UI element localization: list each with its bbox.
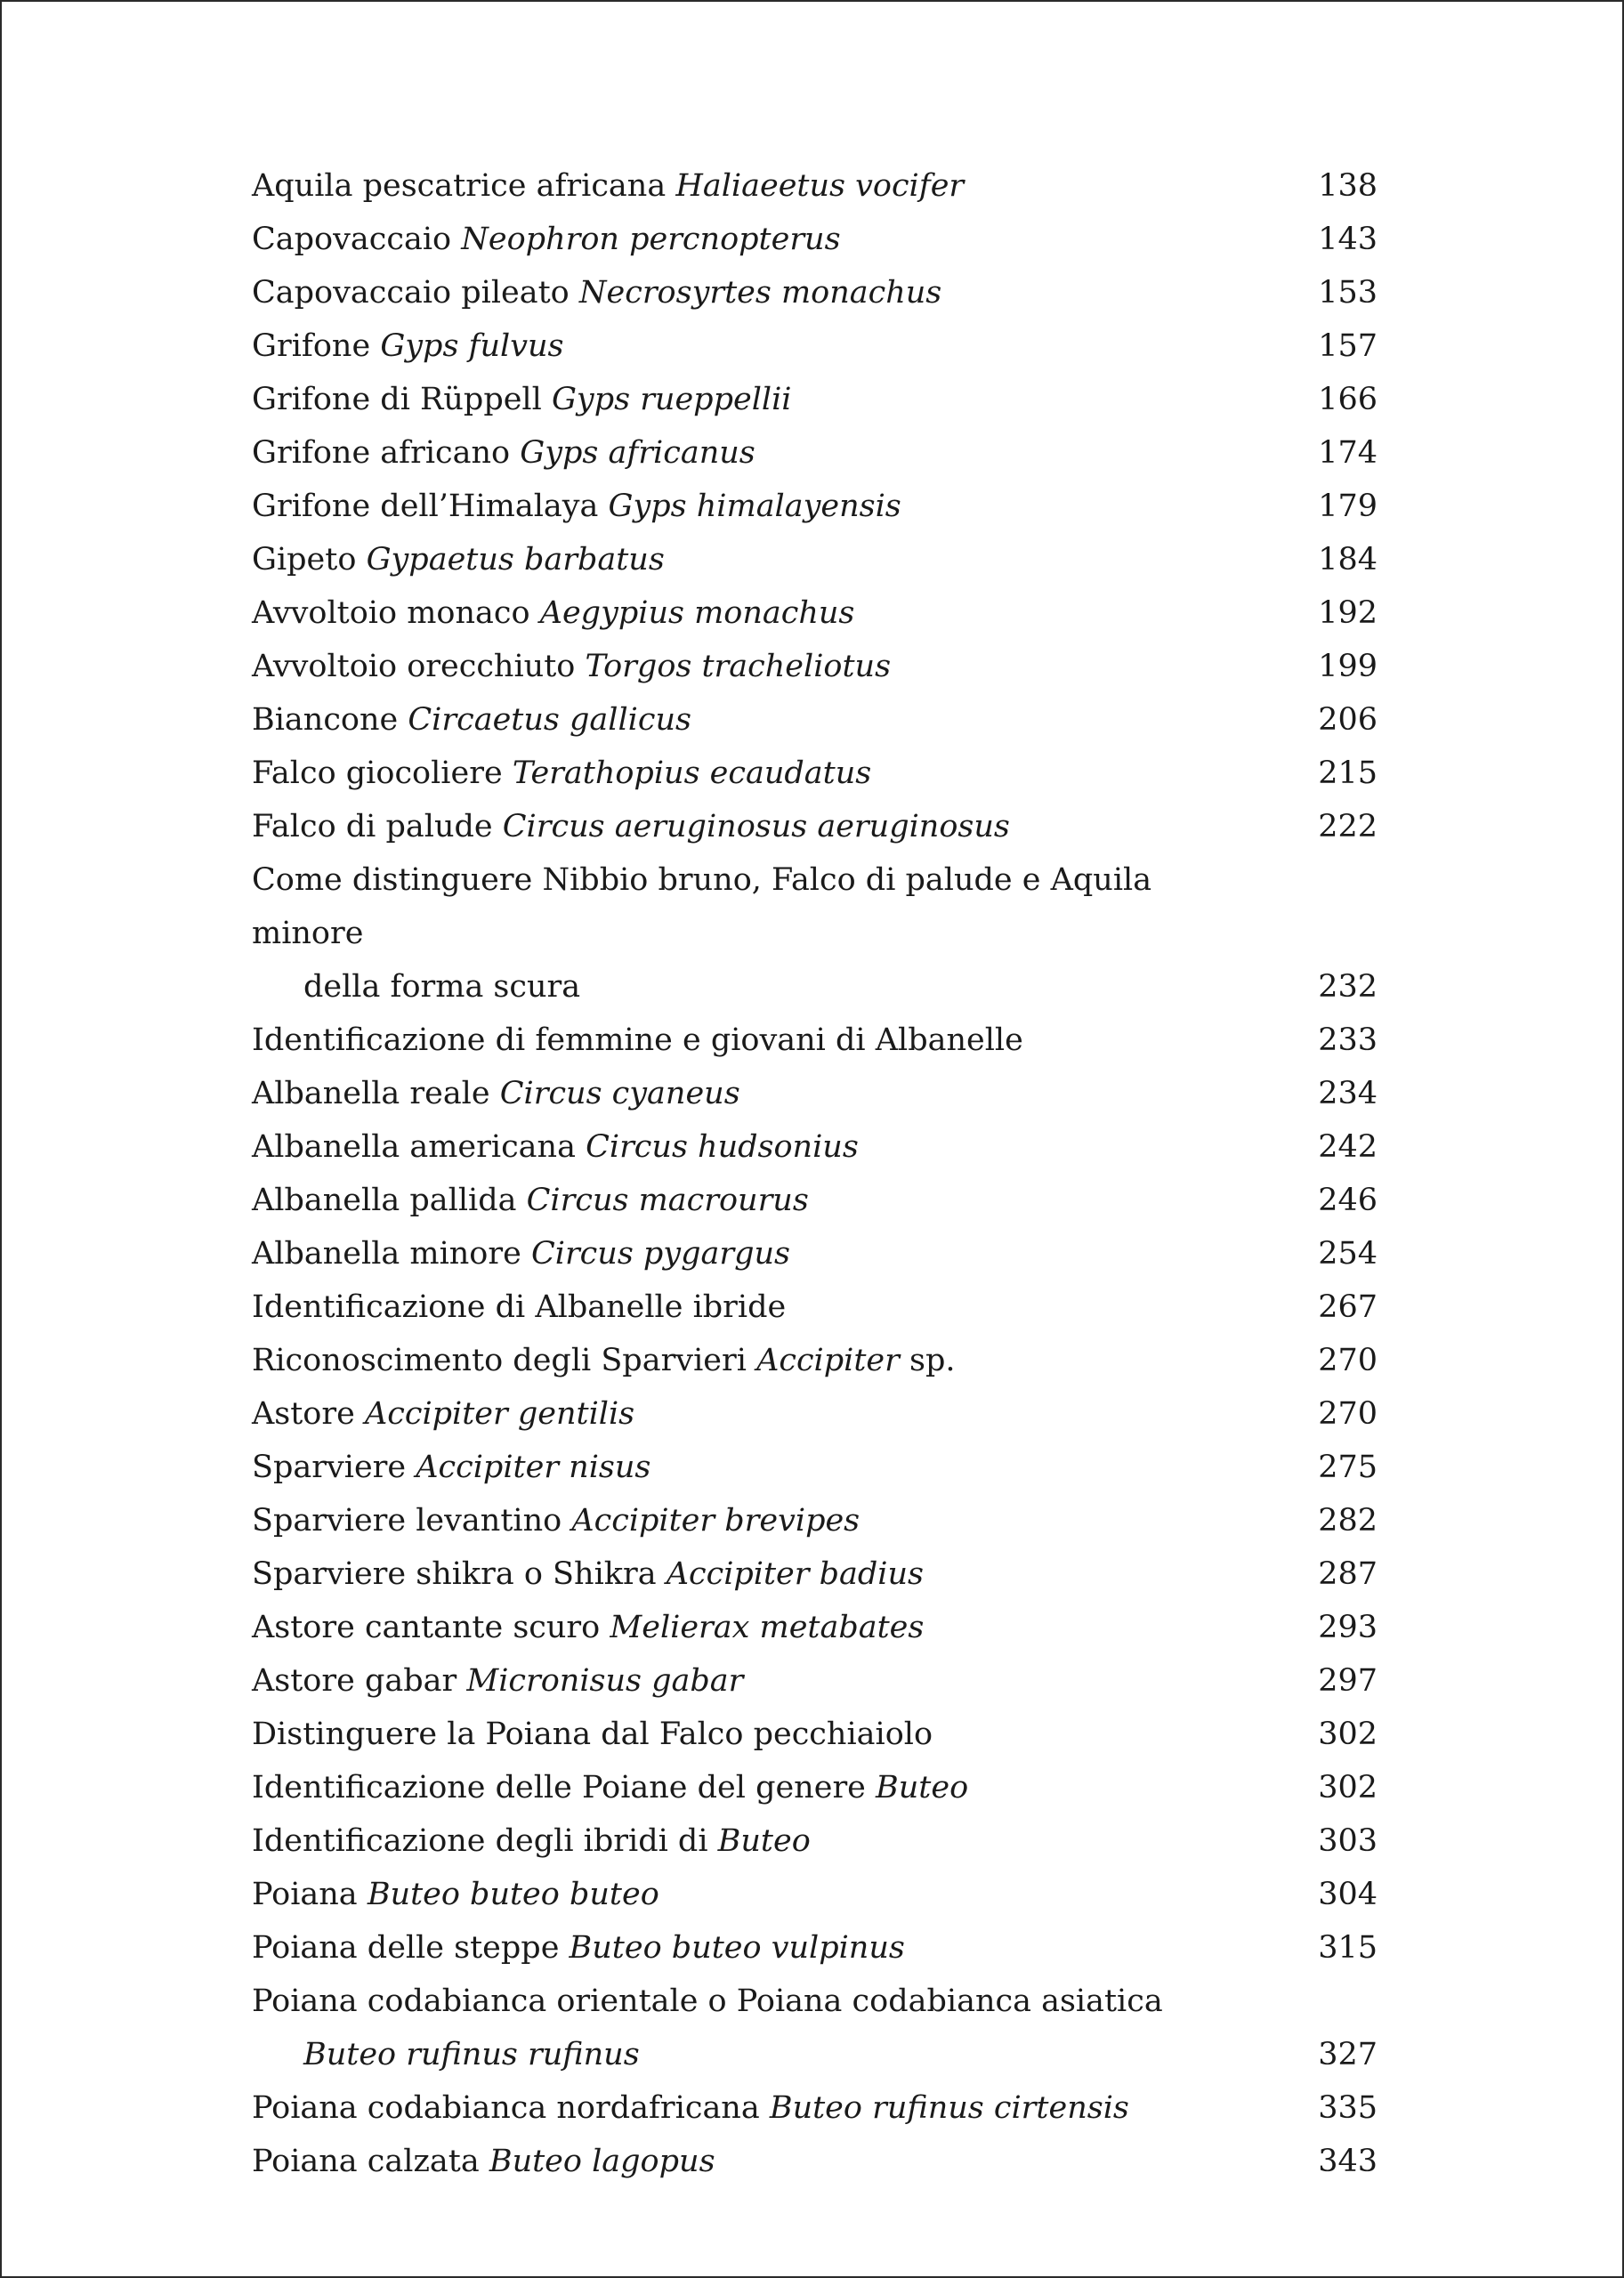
toc-entry-common-name: Distinguere la Poiana dal Falco pecchiaiolo [252, 1717, 933, 1752]
toc-entry-common-name: Grifone di Rüppell [252, 382, 542, 417]
toc-entry-scientific-name: Gyps fulvus [380, 328, 564, 364]
toc-entry-title [252, 640, 1244, 693]
toc-entry-scientific-name: Buteo [717, 1823, 811, 1859]
toc-entry-title [252, 1761, 1244, 1814]
toc-page-number: 275 [1318, 1450, 1378, 1485]
toc-entry-common-name: Avvoltoio monaco [252, 595, 530, 631]
toc-page-number: 233 [1318, 1022, 1378, 1058]
toc-entry-title [252, 693, 1244, 747]
toc-entry-scientific-name: Buteo [876, 1770, 969, 1805]
toc-entry-scientific-name: Accipiter gentilis [364, 1396, 635, 1432]
toc-entry-title [252, 1120, 1244, 1174]
toc-entry-common-name: Astore gabar [252, 1663, 457, 1699]
toc-entry-title [252, 426, 1244, 480]
toc-entry-continuation [252, 2028, 1244, 2081]
toc-entry [252, 1921, 1378, 1975]
toc-entry [252, 1441, 1378, 1494]
toc-page-number: 153 [1318, 275, 1378, 311]
toc-page-number: 270 [1318, 1343, 1378, 1378]
toc-entry [252, 159, 1378, 213]
toc-entry [252, 2135, 1378, 2188]
toc-entry-continuation [252, 960, 1244, 1014]
toc-entry [252, 640, 1378, 693]
toc-entry-title [252, 1601, 1244, 1654]
toc-entry-scientific-name: Gypaetus barbatus [366, 542, 665, 578]
toc-entry-title [252, 1921, 1244, 1975]
toc-entry-text: Poiana codabianca orientale o Poiana codabianca asiatica [252, 1983, 1163, 2019]
toc-entry-common-name: Avvoltoio orecchiuto [252, 649, 576, 684]
toc-entry-common-name: Gipeto [252, 542, 357, 578]
toc-entry-common-name: Identificazione di femmine e giovani di Albanelle [252, 1022, 1023, 1058]
toc-entry-title [252, 1441, 1244, 1494]
toc-entry-scientific-name: Accipiter badius [666, 1556, 924, 1592]
toc-entry-text: Come distinguere Nibbio bruno, Falco di palude e Aquila minore [252, 862, 1152, 951]
toc-page-number: 302 [1318, 1770, 1378, 1805]
toc-page-number: 343 [1318, 2144, 1378, 2179]
toc-entry [252, 800, 1378, 853]
toc-page-number: 327 [1318, 2037, 1378, 2072]
toc-page-number: 215 [1318, 755, 1378, 791]
toc-entry-title [252, 533, 1244, 586]
toc-entry-scientific-name: Circus hudsonius [586, 1129, 859, 1165]
toc-page-number: 303 [1318, 1823, 1378, 1859]
toc-entry-common-name: Poiana calzata [252, 2144, 480, 2179]
toc-entry [252, 1387, 1378, 1441]
toc-page-number: 287 [1318, 1556, 1378, 1592]
toc-entry-common-name: Identificazione di Albanelle ibride [252, 1289, 787, 1325]
toc-entry [252, 1227, 1378, 1280]
toc-entry-title [252, 1067, 1244, 1120]
toc-entry-title [252, 1814, 1244, 1868]
toc-entry-scientific-name: Micronisus gabar [466, 1663, 744, 1699]
toc-entry-scientific-name: Circus aeruginosus aeruginosus [502, 809, 1010, 844]
toc-entry-title [252, 1654, 1244, 1708]
toc-entry [252, 1975, 1378, 2081]
toc-entry-common-name: Albanella minore [252, 1236, 521, 1272]
toc-entry-common-name: Poiana delle steppe [252, 1930, 560, 1966]
toc-page-number: 302 [1318, 1717, 1378, 1752]
toc-entry [252, 1708, 1378, 1761]
toc-entry-title [252, 266, 1244, 319]
toc-entry-common-name: Albanella pallida [252, 1183, 517, 1218]
toc-entry [252, 426, 1378, 480]
toc-entry [252, 1814, 1378, 1868]
toc-entry-title [252, 1174, 1244, 1227]
toc-entry-common-name: Falco giocoliere [252, 755, 503, 791]
toc-entry [252, 213, 1378, 266]
toc-page-number: 267 [1318, 1289, 1378, 1325]
toc-entry-common-name: Sparviere [252, 1450, 407, 1485]
toc-entry [252, 1547, 1378, 1601]
toc-entry-title [252, 853, 1244, 1014]
toc-entry-scientific-name: Gyps himalayensis [608, 489, 901, 524]
toc-entry-title [252, 480, 1244, 533]
toc-entry-scientific-name: Circaetus gallicus [408, 702, 691, 738]
toc-entry-scientific-name: Terathopius ecaudatus [512, 755, 872, 791]
toc-page-number: 184 [1318, 542, 1378, 578]
toc-entry-scientific-name: Accipiter nisus [416, 1450, 651, 1485]
toc-entry [252, 480, 1378, 533]
toc-entry-title [252, 319, 1244, 373]
toc-entry [252, 2081, 1378, 2135]
toc-entry-suffix: sp. [909, 1343, 956, 1378]
toc-entry [252, 533, 1378, 586]
toc-entry-scientific-name: Accipiter brevipes [571, 1503, 860, 1539]
toc-entry [252, 693, 1378, 747]
toc-page-number: 297 [1318, 1663, 1378, 1699]
toc-entry-common-name: Sparviere levantino [252, 1503, 562, 1539]
toc-entry-common-name: Astore cantante scuro [252, 1610, 601, 1645]
toc-entry-scientific-name: Circus macrourus [526, 1183, 809, 1218]
toc-page-number: 138 [1318, 168, 1378, 204]
toc-entry [252, 1868, 1378, 1921]
toc-entry-common-name: Falco di palude [252, 809, 493, 844]
toc-entry [252, 1280, 1378, 1334]
toc-entry-scientific-name: Accipiter [756, 1343, 900, 1378]
toc-page-number: 192 [1318, 595, 1378, 631]
toc-entry-title [252, 800, 1244, 853]
toc-entry-common-name: Riconoscimento degli Sparvieri [252, 1343, 747, 1378]
toc-entry-common-name: Poiana codabianca nordafricana [252, 2090, 760, 2126]
toc-entry-scientific-name: Buteo rufinus cirtensis [769, 2090, 1129, 2126]
toc-entry [252, 1334, 1378, 1387]
toc-entry-common-name: Identificazione delle Poiane del genere [252, 1770, 866, 1805]
toc-entry-common-name: Grifone dell’Himalaya [252, 489, 599, 524]
toc-entry-common-name: Poiana [252, 1877, 358, 1912]
toc-entry [252, 1067, 1378, 1120]
toc-page-number: 246 [1318, 1183, 1378, 1218]
toc-entry-title [252, 159, 1244, 213]
toc-entry-title [252, 2081, 1244, 2135]
toc-page-number: 315 [1318, 1930, 1378, 1966]
toc-entry-title [252, 1975, 1244, 2081]
toc-entry [252, 1120, 1378, 1174]
toc-entry-common-name: Capovaccaio [252, 222, 452, 257]
toc-page-number: 199 [1318, 649, 1378, 684]
toc-entry [252, 747, 1378, 800]
toc-entry [252, 266, 1378, 319]
toc-entry-title [252, 1334, 1244, 1387]
toc-entry-scientific-name: Aegypius monachus [539, 595, 855, 631]
toc-entry-title [252, 586, 1244, 640]
toc-entry [252, 1014, 1378, 1067]
toc-entry-text: della forma scura [303, 969, 581, 1005]
toc-entry-common-name: Aquila pescatrice africana [252, 168, 667, 204]
toc-entry [252, 586, 1378, 640]
toc-entry-title [252, 1494, 1244, 1547]
toc-page-number: 293 [1318, 1610, 1378, 1645]
toc-entry-common-name: Grifone [252, 328, 371, 364]
toc-entry-scientific-name: Gyps africanus [520, 435, 755, 471]
toc-entry [252, 373, 1378, 426]
toc-page-number: 166 [1318, 382, 1378, 417]
toc-entry-common-name: Grifone africano [252, 435, 511, 471]
toc-page-number: 234 [1318, 1076, 1378, 1111]
toc-entry-scientific-name: Haliaeetus vocifer [675, 168, 965, 204]
toc-page-number: 270 [1318, 1396, 1378, 1432]
toc-entry-title [252, 2135, 1244, 2188]
toc-page-number: 232 [1318, 969, 1378, 1005]
toc-entry-scientific-name: Torgos tracheliotus [585, 649, 892, 684]
toc-entry-title [252, 213, 1244, 266]
toc-entry [252, 1761, 1378, 1814]
toc-page-number: 335 [1318, 2090, 1378, 2126]
toc-entry-title [252, 1014, 1244, 1067]
toc-page-number: 206 [1318, 702, 1378, 738]
toc-entry-title [252, 1868, 1244, 1921]
toc-entry-common-name: Albanella americana [252, 1129, 576, 1165]
toc-entry-title [252, 1387, 1244, 1441]
toc-entry-title [252, 747, 1244, 800]
toc-entry-scientific-name: Buteo buteo vulpinus [569, 1930, 905, 1966]
toc-page-number: 143 [1318, 222, 1378, 257]
toc-entry [252, 1494, 1378, 1547]
toc-page-number: 304 [1318, 1877, 1378, 1912]
toc-page-number: 222 [1318, 809, 1378, 844]
toc-page-number: 242 [1318, 1129, 1378, 1165]
toc-entry-title [252, 373, 1244, 426]
toc-entry [252, 1174, 1378, 1227]
toc-entry-title [252, 1280, 1244, 1334]
toc-entry-scientific-name: Necrosyrtes monachus [578, 275, 942, 311]
toc-entry-scientific-name: Neophron percnopterus [461, 222, 841, 257]
toc-entry-scientific-name: Buteo buteo buteo [367, 1877, 659, 1912]
toc-entry-scientific-name: Buteo rufinus rufinus [303, 2037, 640, 2072]
toc-entry-scientific-name: Circus pygargus [530, 1236, 790, 1272]
toc-entry-common-name: Biancone [252, 702, 399, 738]
toc-entry-scientific-name: Gyps rueppellii [551, 382, 792, 417]
toc-page-number: 157 [1318, 328, 1378, 364]
toc-entry-title [252, 1227, 1244, 1280]
toc-page-number: 282 [1318, 1503, 1378, 1539]
toc-page-number: 179 [1318, 489, 1378, 524]
toc-entry-scientific-name: Circus cyaneus [499, 1076, 740, 1111]
toc-entry-common-name: Identificazione degli ibridi di [252, 1823, 708, 1859]
toc-entry-scientific-name: Buteo lagopus [489, 2144, 715, 2179]
toc-page-number: 174 [1318, 435, 1378, 471]
toc-entry-common-name: Albanella reale [252, 1076, 490, 1111]
table-of-contents [252, 159, 1378, 2188]
toc-entry-title [252, 1708, 1244, 1761]
toc-entry-common-name: Astore [252, 1396, 355, 1432]
toc-entry-common-name: Capovaccaio pileato [252, 275, 570, 311]
toc-entry-scientific-name: Melierax metabates [610, 1610, 925, 1645]
toc-entry-title [252, 1547, 1244, 1601]
toc-entry-common-name: Sparviere shikra o Shikra [252, 1556, 657, 1592]
toc-entry [252, 319, 1378, 373]
toc-entry [252, 853, 1378, 1014]
toc-page-number: 254 [1318, 1236, 1378, 1272]
toc-entry [252, 1654, 1378, 1708]
toc-entry [252, 1601, 1378, 1654]
